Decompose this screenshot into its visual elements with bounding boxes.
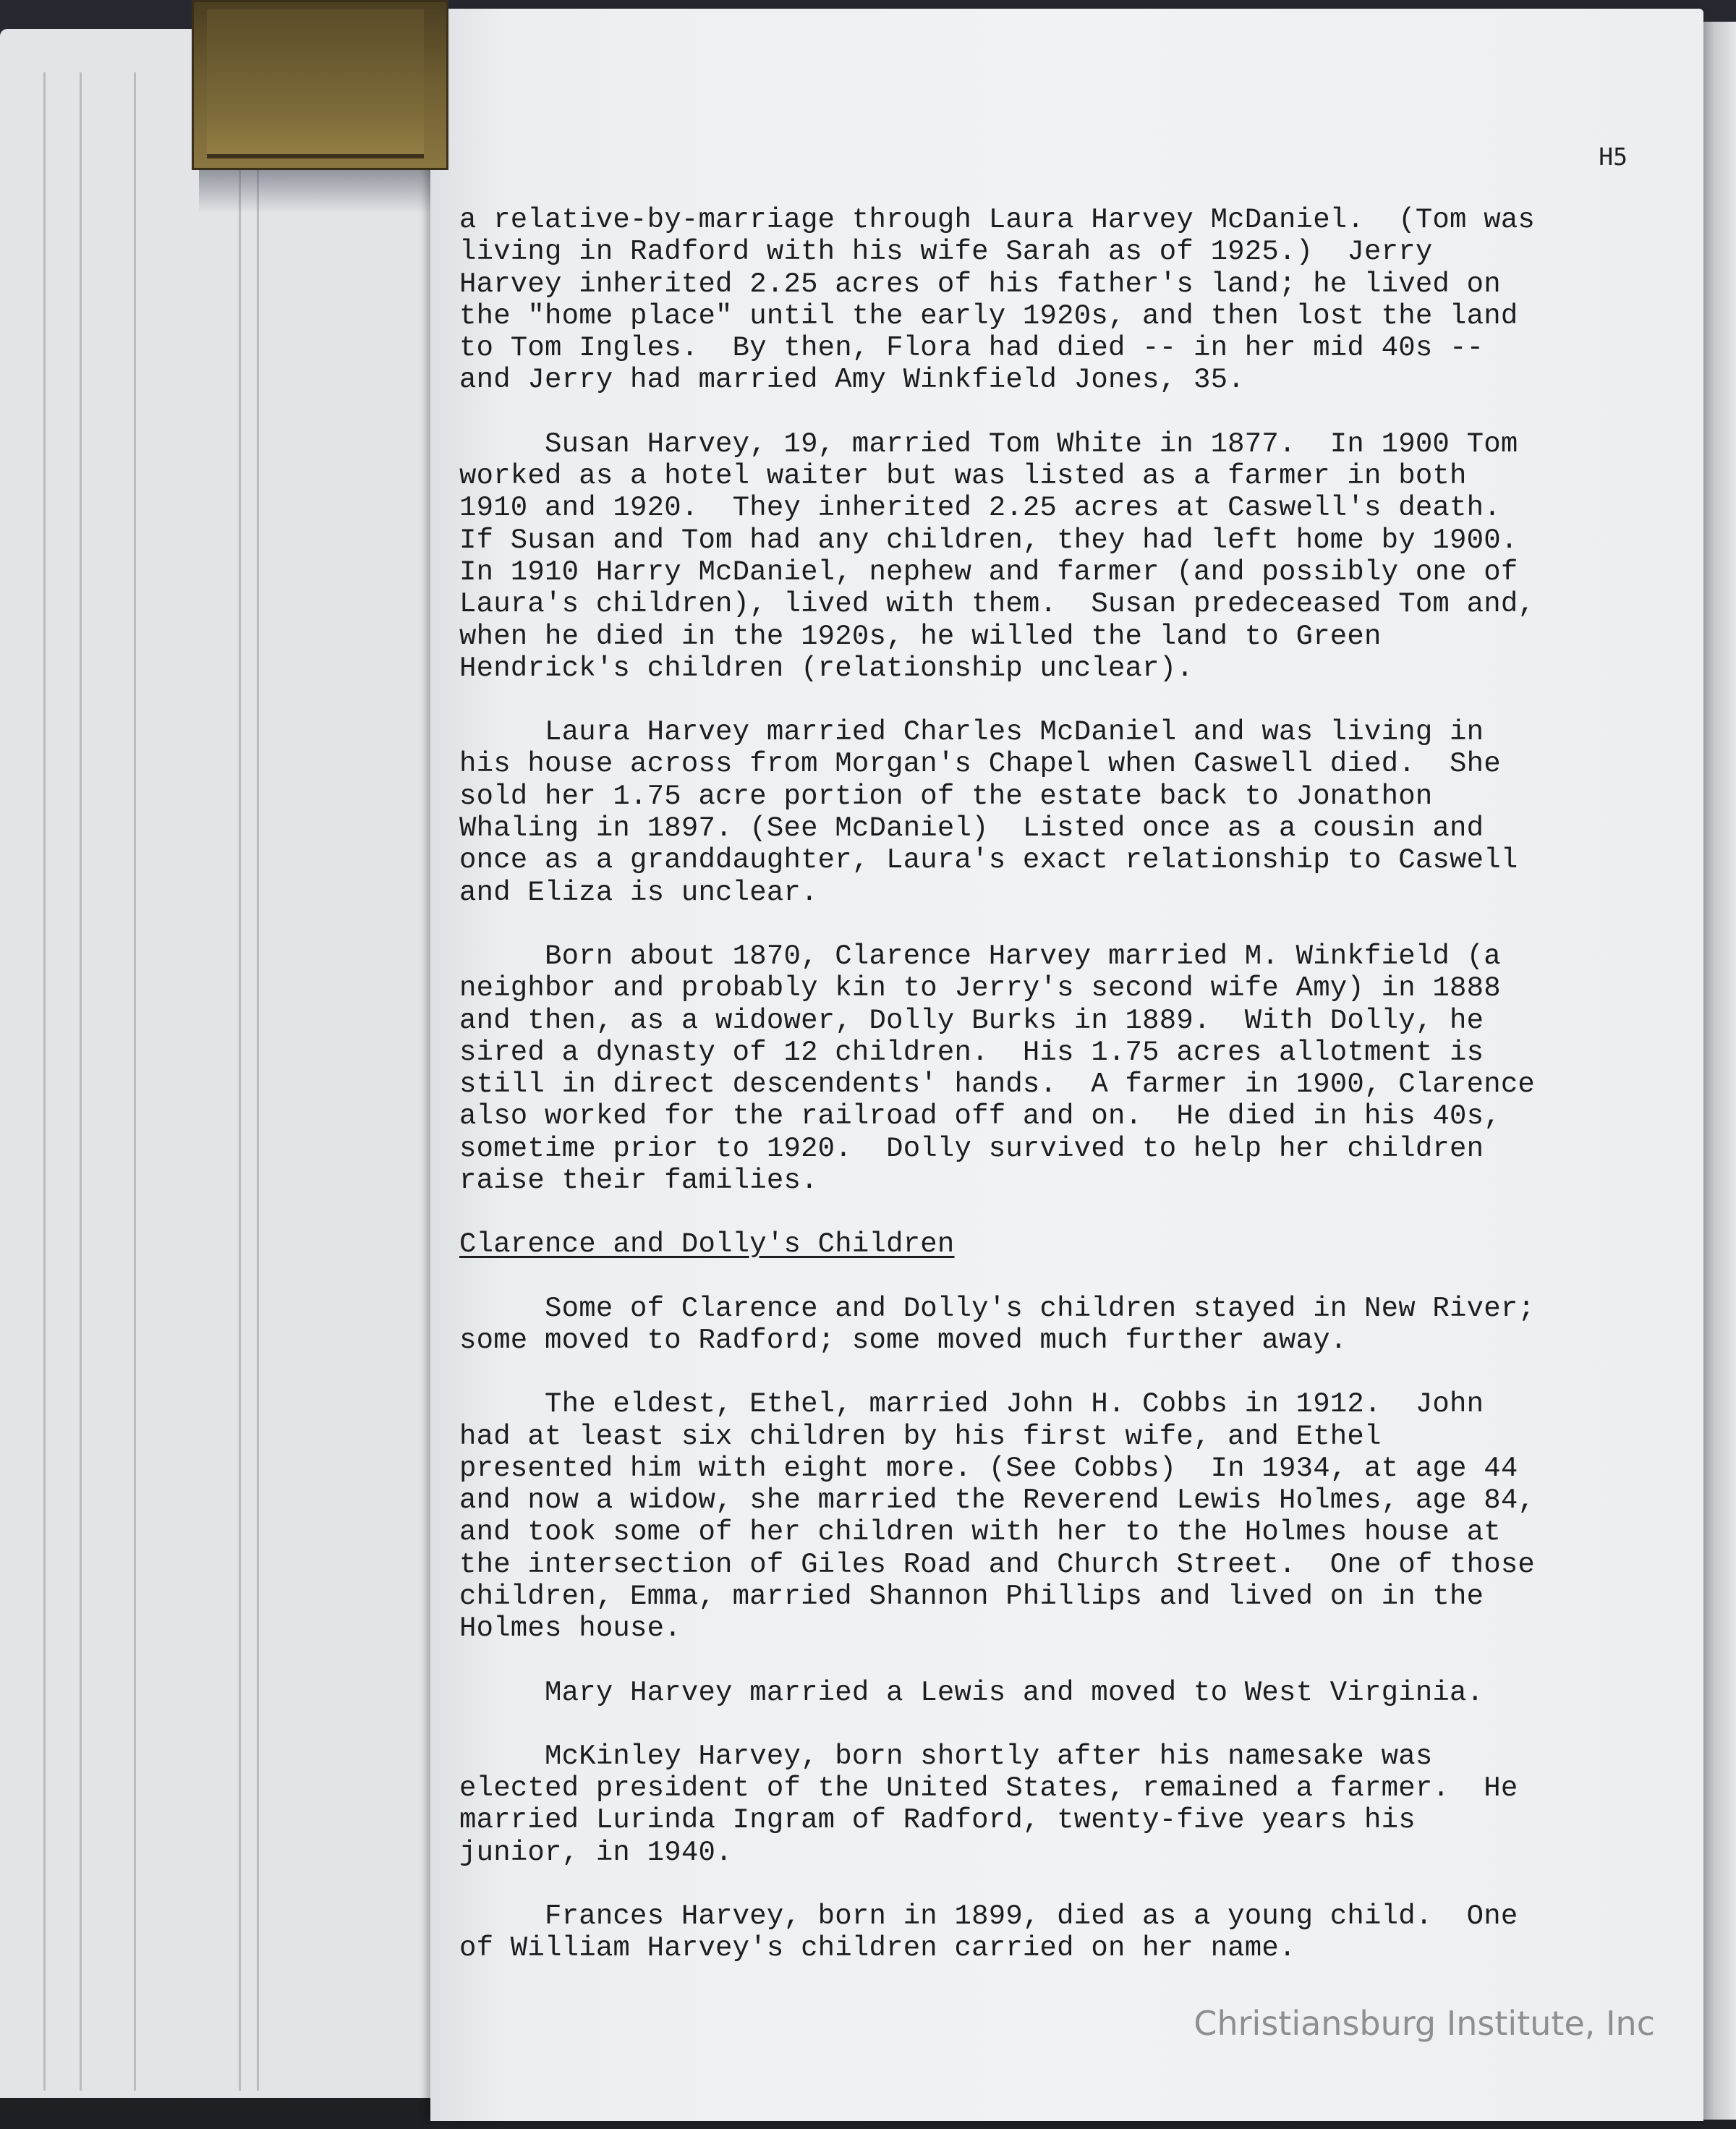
background-edge	[1700, 22, 1736, 2120]
sheet-edge	[43, 72, 46, 2091]
watermark: Christiansburg Institute, Inc	[1194, 2004, 1655, 2043]
clip-shadow	[199, 170, 448, 213]
sheet-edge	[239, 72, 241, 2091]
document-body	[459, 204, 1624, 1997]
paragraph: Mary Harvey married a Lewis and moved to West Virginia.	[459, 1676, 1484, 1709]
page-stack	[0, 29, 448, 2098]
paragraph: The eldest, Ethel, married John H. Cobbs in 1912. John had at least six children by his first wife, and Ethel presented him with eight more. (See Cobbs) In 1934, at age 44 and now a widow, she married the Reverend Lewis Holmes, age 84, and took some of her children with her to the Holmes house at the intersection of Giles Road and Church Street. One of those children, Emma, married Shannon Phillips and lived on in the Holmes house.	[459, 1388, 1536, 1645]
paragraph: Born about 1870, Clarence Harvey married M. Winkfield (a neighbor and probably kin to Jerry's second wife Amy) in 1888 and then, as a widower, Dolly Burks in 1889. With Dolly, he sired a dynasty of 12 children. His 1.75 acres allotment is still in direct descendents' hands. A farmer in 1900, Clarence also worked for the railroad off and on. He died in his 40s, sometime prior to 1920. Dolly survived to help her children raise their families.	[459, 940, 1536, 1197]
binder-clip-face	[207, 9, 424, 158]
paragraph: McKinley Harvey, born shortly after his namesake was elected president of the United States, remained a farmer. He married Lurinda Ingram of Radford, twenty-five years his junior, in 1940.	[459, 1740, 1518, 1869]
page-number: H5	[1599, 143, 1628, 171]
document-page	[430, 9, 1703, 2121]
sheet-edge	[80, 72, 82, 2091]
paragraph: a relative-by-marriage through Laura Harvey McDaniel. (Tom was living in Radford with his wife Sarah as of 1925.) Jerry Harvey inherited 2.25 acres of his father's land; he lived on the "home place" until the early 1920s, and then lost the land to Tom Ingles. By then, Flora had died -- in her mid 40s -- and Jerry had married Amy Winkfield Jones, 35.	[459, 204, 1536, 396]
sheet-edge	[257, 72, 259, 2091]
paragraph: Laura Harvey married Charles McDaniel and was living in his house across from Morgan's Chapel when Caswell died. She sold her 1.75 acre portion of the estate back to Jonathon Whaling in 1897. (See McDaniel) Listed once as a cousin and once as a granddaughter, Laura's exact relationship to Caswell and Eliza is unclear.	[459, 716, 1518, 909]
sheet-edge	[134, 72, 136, 2091]
paragraph: Susan Harvey, 19, married Tom White in 1877. In 1900 Tom worked as a hotel waiter but was listed as a farmer in both 1910 and 1920. They inherited 2.25 acres at Caswell's death. If Susan and Tom had any children, they had left home by 1900. In 1910 Harry McDaniel, nephew and farmer (and possibly one of Laura's children), lived with them. Susan predeceased Tom and, when he died in the 1920s, he willed the land to Green Hendrick's children (relationship unclear).	[459, 428, 1536, 684]
paragraph: Some of Clarence and Dolly's children stayed in New River; some moved to Radford; some moved much further away.	[459, 1292, 1536, 1356]
section-heading: Clarence and Dolly's Children	[459, 1228, 955, 1261]
paragraph: Frances Harvey, born in 1899, died as a young child. One of William Harvey's children carried on her name.	[459, 1900, 1518, 1965]
binder-clip	[192, 0, 448, 170]
